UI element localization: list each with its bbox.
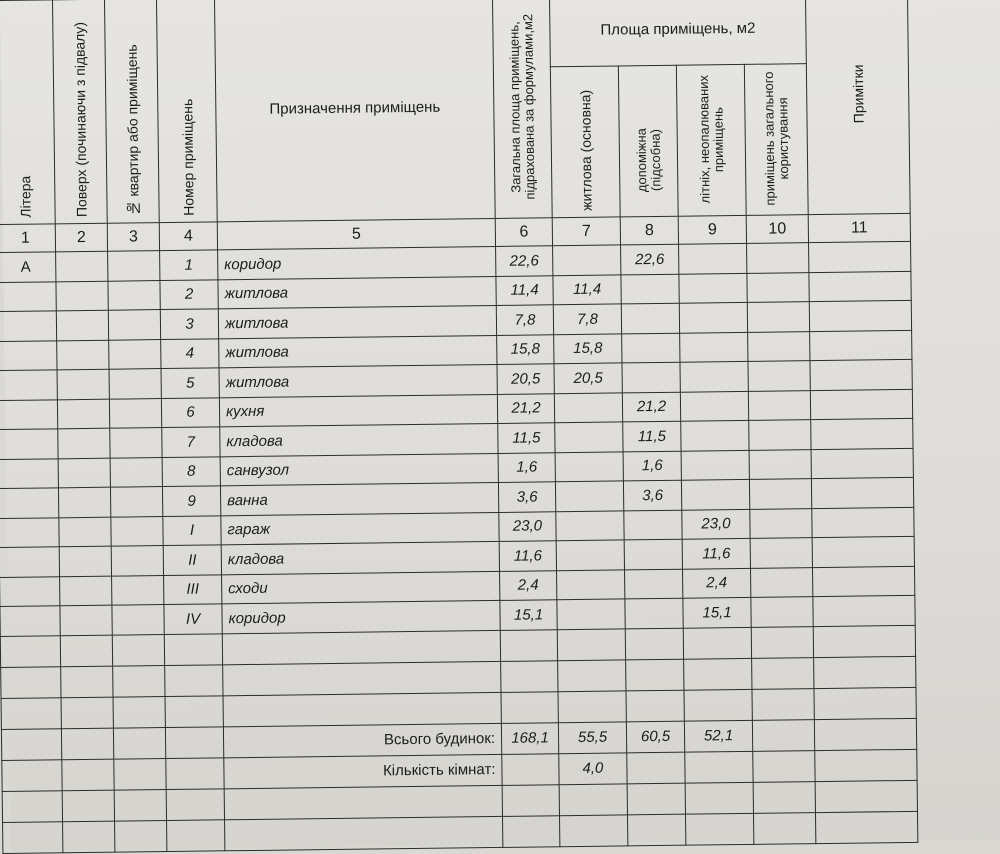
header-purpose: Призначення приміщень	[214, 0, 495, 222]
cell-purpose: кладова	[221, 541, 499, 574]
cell-living-area	[554, 392, 622, 422]
header-living-area: житлова (основна)	[550, 66, 620, 218]
cell-summer-area	[679, 273, 747, 303]
cell-purpose: санвузол	[220, 453, 498, 486]
cell-aux-area: 11,5	[623, 421, 681, 451]
cell-aux-area: 1,6	[623, 451, 681, 481]
totals-living: 55,5	[558, 721, 626, 753]
cell-living-area	[557, 569, 625, 599]
header-room-number: Номер приміщень	[156, 0, 217, 223]
cell-aux-area	[625, 598, 683, 628]
cell-summer-area: 2,4	[682, 568, 750, 598]
totals-total: 168,1	[501, 722, 558, 754]
cell-litera	[0, 517, 59, 547]
cell-purpose: житлова	[218, 276, 496, 309]
cell-living-area	[556, 510, 624, 540]
header-apartment: № квартир або приміщень	[104, 0, 159, 223]
cell-room-number: IV	[164, 604, 222, 634]
header-notes: Примітки	[805, 0, 910, 215]
cell-total-area: 1,6	[498, 452, 555, 482]
cell-litera	[0, 281, 56, 311]
cell-summer-area	[679, 243, 747, 273]
cell-purpose: житлова	[219, 364, 497, 397]
header-total-area: Загальна площа приміщень, підрахована за формулами,м2	[492, 0, 552, 218]
cell-purpose: гараж	[221, 512, 499, 545]
cell-litera	[0, 311, 57, 341]
cell-litera	[0, 606, 60, 636]
cell-room-number: 2	[160, 279, 218, 309]
cell-room-number: 1	[160, 250, 218, 280]
header-area-group: Площа приміщень, м2	[549, 0, 806, 67]
col-num: 10	[746, 215, 808, 244]
cell-litera	[0, 458, 58, 488]
col-num: 6	[495, 218, 552, 247]
cell-purpose: ванна	[220, 482, 498, 515]
cell-total-area: 11,5	[498, 423, 555, 453]
cell-aux-area	[621, 274, 679, 304]
cell-living-area	[557, 599, 625, 629]
cell-purpose: кухня	[219, 394, 497, 427]
cell-aux-area	[622, 362, 680, 392]
header-litera: Літера	[0, 0, 55, 225]
cell-summer-area: 23,0	[682, 509, 750, 539]
cell-total-area: 15,8	[497, 334, 554, 364]
cell-litera: А	[0, 252, 56, 282]
col-num: 5	[217, 218, 495, 249]
cell-aux-area	[622, 333, 680, 363]
cell-living-area: 15,8	[554, 333, 622, 363]
cell-aux-area: 3,6	[623, 480, 681, 510]
cell-summer-area: 15,1	[683, 597, 751, 627]
col-num: 11	[808, 213, 910, 242]
cell-living-area: 20,5	[554, 363, 622, 393]
cell-room-number: 4	[161, 338, 219, 368]
cell-purpose: житлова	[218, 305, 496, 338]
totals-summer: 52,1	[684, 720, 752, 752]
cell-summer-area	[680, 391, 748, 421]
cell-litera	[0, 399, 58, 429]
cell-summer-area	[680, 361, 748, 391]
rooms-count-label: Кількість кімнат:	[224, 754, 502, 788]
cell-total-area: 22,6	[496, 246, 553, 276]
cell-total-area: 21,2	[497, 393, 554, 423]
cell-summer-area	[679, 302, 747, 332]
cell-total-area: 7,8	[496, 305, 553, 335]
cell-total-area: 2,4	[500, 570, 557, 600]
cell-living-area	[553, 245, 621, 275]
header-summer-area: літніх, неопалюваних приміщень	[676, 64, 746, 216]
col-num: 2	[55, 223, 107, 252]
col-num: 4	[159, 222, 217, 251]
cell-total-area: 11,4	[496, 275, 553, 305]
cell-summer-area	[680, 332, 748, 362]
cell-living-area	[556, 540, 624, 570]
col-num: 3	[107, 223, 159, 252]
cell-litera	[0, 370, 57, 400]
cell-litera	[0, 429, 58, 459]
cell-room-number: II	[163, 545, 221, 575]
cell-aux-area	[621, 303, 679, 333]
cell-room-number: 9	[162, 486, 220, 516]
cell-aux-area	[625, 569, 683, 599]
cell-summer-area: 11,6	[682, 538, 750, 568]
cell-living-area	[555, 481, 623, 511]
cell-aux-area	[624, 510, 682, 540]
header-common-area: приміщень загального користування	[744, 64, 808, 216]
cell-litera	[0, 576, 60, 606]
col-num: 8	[620, 216, 678, 245]
cell-total-area: 3,6	[498, 482, 555, 512]
cell-aux-area	[624, 539, 682, 569]
header-aux-area: допоміжна (підсобна)	[618, 65, 678, 217]
cell-room-number: I	[163, 515, 221, 545]
col-num: 1	[0, 224, 56, 253]
cell-purpose: житлова	[219, 335, 497, 368]
cell-total-area: 15,1	[500, 600, 557, 630]
cell-purpose: коридор	[218, 246, 496, 279]
cell-room-number: 7	[162, 427, 220, 457]
cell-total-area: 23,0	[499, 511, 556, 541]
cell-living-area: 7,8	[553, 304, 621, 334]
totals-label: Всього будинок:	[223, 723, 501, 757]
cell-room-number: 5	[161, 368, 219, 398]
cell-litera	[0, 488, 59, 518]
header-floor: Поверх (починаючи з підвалу)	[53, 0, 108, 224]
cell-aux-area: 21,2	[622, 392, 680, 422]
col-num: 9	[678, 215, 746, 244]
cell-living-area	[555, 451, 623, 481]
cell-summer-area	[681, 420, 749, 450]
cell-living-area	[555, 422, 623, 452]
col-num: 7	[552, 217, 620, 246]
cell-purpose: сходи	[222, 571, 500, 604]
cell-room-number: 8	[162, 456, 220, 486]
cell-total-area: 20,5	[497, 364, 554, 394]
cell-living-area: 11,4	[553, 274, 621, 304]
rooms-count-value: 4,0	[559, 752, 627, 784]
cell-room-number: III	[164, 574, 222, 604]
cell-purpose: кладова	[220, 423, 498, 456]
cell-aux-area: 22,6	[621, 244, 679, 274]
cell-purpose: коридор	[222, 600, 500, 633]
cell-litera	[0, 547, 60, 577]
cell-summer-area	[681, 479, 749, 509]
cell-total-area: 11,6	[499, 541, 556, 571]
totals-aux: 60,5	[626, 721, 684, 753]
cell-litera	[0, 340, 57, 370]
cell-room-number: 6	[161, 397, 219, 427]
cell-summer-area	[681, 450, 749, 480]
cell-room-number: 3	[160, 309, 218, 339]
